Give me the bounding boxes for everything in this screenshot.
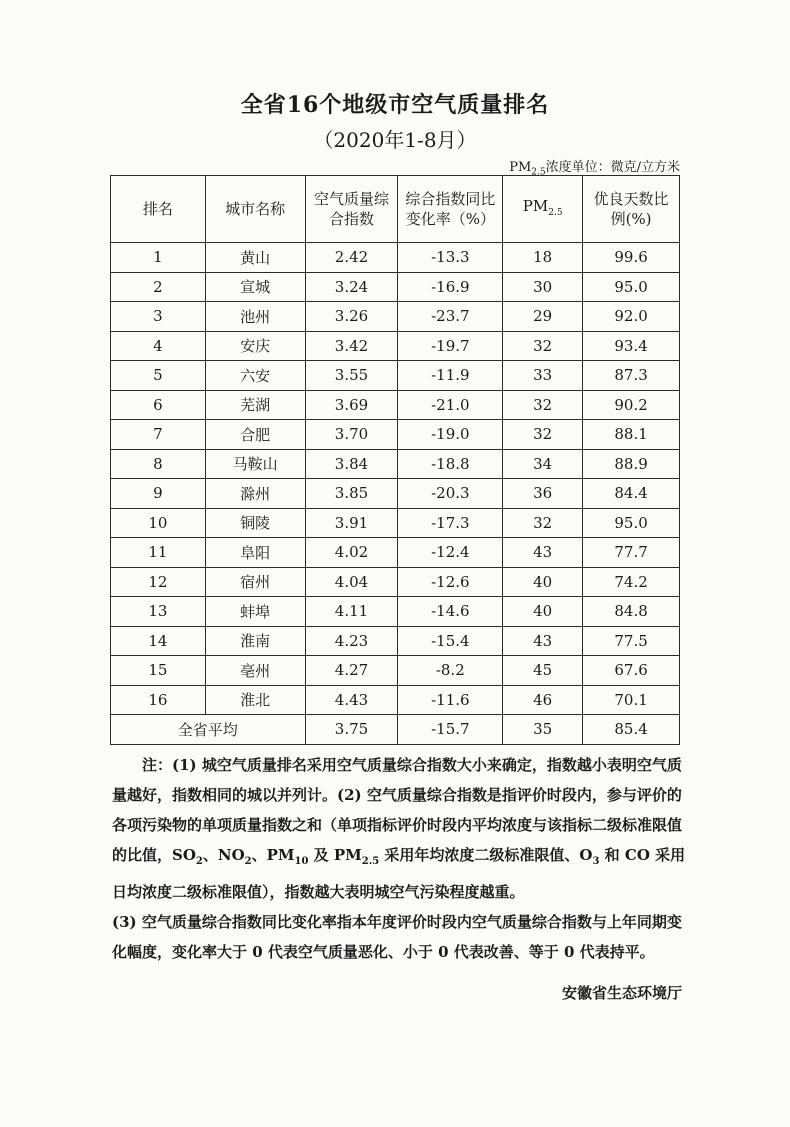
cell-rank: 13 [111, 597, 206, 627]
table-row [111, 626, 680, 656]
cell-city: 铜陵 [205, 508, 305, 538]
table-row [111, 656, 680, 686]
table-row [111, 479, 680, 509]
header-index: 空气质量综 合指数 [305, 176, 398, 243]
average-row [111, 715, 680, 745]
cell-good-days: 88.9 [583, 449, 680, 479]
cell-good-days: 88.1 [583, 420, 680, 450]
cell-index: 3.91 [305, 508, 398, 538]
cell-city: 宣城 [205, 272, 305, 302]
cell-change: -8.2 [398, 656, 503, 686]
cell-change: -17.3 [398, 508, 503, 538]
cell-rank: 8 [111, 449, 206, 479]
cell-good-days: 84.8 [583, 597, 680, 627]
cell-change: -13.3 [398, 243, 503, 273]
cell-city: 六安 [205, 361, 305, 391]
cell-pm25: 32 [503, 331, 583, 361]
cell-change: -12.4 [398, 538, 503, 568]
cell-pm25: 40 [503, 567, 583, 597]
table-row [111, 302, 680, 332]
cell-rank: 11 [111, 538, 206, 568]
cell-change: -23.7 [398, 302, 503, 332]
cell-rank: 2 [111, 272, 206, 302]
cell-good-days: 95.0 [583, 272, 680, 302]
cell-index: 3.69 [305, 390, 398, 420]
cell-city: 蚌埠 [205, 597, 305, 627]
cell-good-days: 70.1 [583, 685, 680, 715]
cell-index: 3.26 [305, 302, 398, 332]
page-title: 全省16个地级市空气质量排名 [240, 92, 550, 118]
unit-note: $PM_{2.5}$浓度单位：微克/立方米 [509, 160, 680, 178]
cell-city: 芜湖 [205, 390, 305, 420]
cell-change: -16.9 [398, 272, 503, 302]
notes [112, 750, 690, 967]
cell-pm25: 46 [503, 685, 583, 715]
cell-index: 3.55 [305, 361, 398, 391]
cell-pm25: 18 [503, 243, 583, 273]
cell-rank: 7 [111, 420, 206, 450]
cell-city: 淮北 [205, 685, 305, 715]
average-index: 3.75 [305, 715, 398, 745]
table-row [111, 538, 680, 568]
cell-rank: 14 [111, 626, 206, 656]
header-rank: 排名 [111, 176, 206, 243]
cell-change: -11.6 [398, 685, 503, 715]
ranking-table [110, 175, 680, 745]
header-pm25: $PM_{2.5}$ [503, 176, 583, 243]
cell-city: 宿州 [205, 567, 305, 597]
cell-rank: 6 [111, 390, 206, 420]
cell-city: 滁州 [205, 479, 305, 509]
cell-city: 安庆 [205, 331, 305, 361]
cell-good-days: 84.4 [583, 479, 680, 509]
table-header-row [111, 176, 680, 243]
table-row [111, 272, 680, 302]
cell-pm25: 32 [503, 508, 583, 538]
cell-index: 4.02 [305, 538, 398, 568]
cell-change: -12.6 [398, 567, 503, 597]
average-change: -15.7 [398, 715, 503, 745]
cell-good-days: 93.4 [583, 331, 680, 361]
cell-rank: 3 [111, 302, 206, 332]
cell-change: -19.7 [398, 331, 503, 361]
cell-good-days: 87.3 [583, 361, 680, 391]
note-paragraph-2: (3) 空气质量综合指数同比变化率指本年度评价时段内空气质量综合指数与上年同期变化幅度，变化率大于 0 代表空气质量恶化、小于 0 代表改善、等于 0 代表持平。 [112, 913, 682, 961]
cell-pm25: 32 [503, 420, 583, 450]
cell-pm25: 43 [503, 538, 583, 568]
average-good-days: 85.4 [583, 715, 680, 745]
cell-change: -21.0 [398, 390, 503, 420]
cell-rank: 9 [111, 479, 206, 509]
header-good-days: 优良天数比 例(%) [583, 176, 680, 243]
cell-rank: 10 [111, 508, 206, 538]
table-row [111, 597, 680, 627]
table-row [111, 567, 680, 597]
average-label: 全省平均 [111, 715, 306, 745]
cell-good-days: 92.0 [583, 302, 680, 332]
cell-change: -14.6 [398, 597, 503, 627]
cell-index: 3.85 [305, 479, 398, 509]
cell-rank: 4 [111, 331, 206, 361]
cell-pm25: 34 [503, 449, 583, 479]
cell-index: 3.24 [305, 272, 398, 302]
page-subtitle: （2020年1-8月） [313, 128, 477, 152]
signature: 安徽省生态环境厅 [561, 984, 682, 1002]
cell-index: 3.42 [305, 331, 398, 361]
cell-index: 4.43 [305, 685, 398, 715]
table-row [111, 685, 680, 715]
cell-index: 3.84 [305, 449, 398, 479]
table-row [111, 449, 680, 479]
table-row [111, 331, 680, 361]
cell-good-days: 67.6 [583, 656, 680, 686]
cell-good-days: 95.0 [583, 508, 680, 538]
cell-rank: 15 [111, 656, 206, 686]
average-pm25: 35 [503, 715, 583, 745]
cell-change: -15.4 [398, 626, 503, 656]
cell-change: -11.9 [398, 361, 503, 391]
header-city: 城市名称 [205, 176, 305, 243]
note-paragraph-1: 注：(1) 城空气质量排名采用空气质量综合指数大小来确定，指数越小表明空气质量越好，指数相同的城以并列计。(2) 空气质量综合指数是指评价时段内，参与评价的各项污染物的单项质量指数之和（单项指标评价时段内平均浓度与该指标二级标准限值的比值，$SO_2$、$NO_2$、$PM_{10}$ 及 $PM_{2.5}$ 采用年均浓度二级标准限值、$O_3$ 和 CO 采用日均浓度二级标准限值），指数越大表明城空气污染程度越重。 [112, 756, 686, 901]
cell-city: 合肥 [205, 420, 305, 450]
cell-pm25: 29 [503, 302, 583, 332]
cell-index: 4.27 [305, 656, 398, 686]
cell-city: 池州 [205, 302, 305, 332]
cell-pm25: 33 [503, 361, 583, 391]
cell-change: -20.3 [398, 479, 503, 509]
cell-pm25: 40 [503, 597, 583, 627]
cell-rank: 12 [111, 567, 206, 597]
cell-change: -18.8 [398, 449, 503, 479]
header-change: 综合指数同比 变化率（%） [398, 176, 503, 243]
table-row [111, 361, 680, 391]
table-row [111, 243, 680, 273]
cell-good-days: 74.2 [583, 567, 680, 597]
cell-pm25: 45 [503, 656, 583, 686]
cell-good-days: 77.7 [583, 538, 680, 568]
table-row [111, 390, 680, 420]
cell-index: 4.23 [305, 626, 398, 656]
table-row [111, 420, 680, 450]
cell-city: 淮南 [205, 626, 305, 656]
cell-index: 4.11 [305, 597, 398, 627]
cell-rank: 5 [111, 361, 206, 391]
cell-pm25: 36 [503, 479, 583, 509]
cell-city: 亳州 [205, 656, 305, 686]
cell-good-days: 90.2 [583, 390, 680, 420]
cell-pm25: 32 [503, 390, 583, 420]
cell-good-days: 77.5 [583, 626, 680, 656]
cell-city: 阜阳 [205, 538, 305, 568]
cell-city: 黄山 [205, 243, 305, 273]
cell-rank: 16 [111, 685, 206, 715]
table-row [111, 508, 680, 538]
cell-rank: 1 [111, 243, 206, 273]
cell-pm25: 43 [503, 626, 583, 656]
cell-city: 马鞍山 [205, 449, 305, 479]
cell-index: 4.04 [305, 567, 398, 597]
cell-pm25: 30 [503, 272, 583, 302]
cell-index: 3.70 [305, 420, 398, 450]
cell-good-days: 99.6 [583, 243, 680, 273]
cell-index: 2.42 [305, 243, 398, 273]
cell-change: -19.0 [398, 420, 503, 450]
